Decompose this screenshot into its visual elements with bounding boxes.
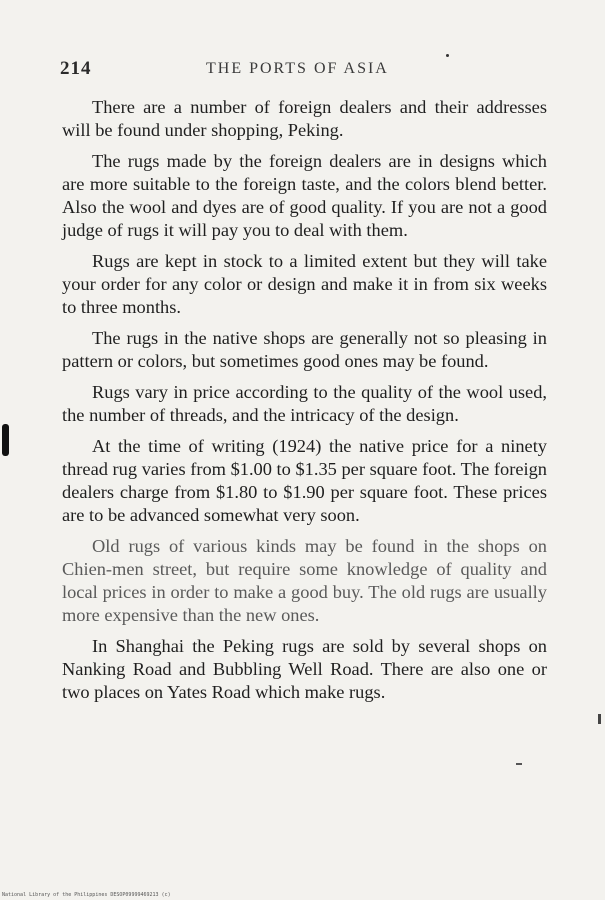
margin-ink-blot	[2, 424, 9, 456]
margin-mark	[598, 714, 601, 724]
print-speck	[446, 54, 449, 57]
scan-attribution: National Library of the Philippines DESOP09999469213 (c)	[2, 892, 171, 898]
paragraph-foreign-rugs: The rugs made by the foreign dealers are in designs which are more suitable to the foreign taste, and the colors blend better. Also the wool and dyes are of good quality. If you are not a good judge of rugs it will pay you to deal with them.	[62, 151, 547, 240]
paragraph-prices-1924: At the time of writing (1924) the native price for a ninety thread rug varies from $1.00 to $1.35 per square foot. The foreign dealers charge from $1.80 to $1.90 per square foot. These prices are to be advanced somewhat very soon.	[62, 436, 547, 525]
page-number: 214	[60, 58, 92, 79]
body-text	[62, 96, 547, 712]
paragraph-stock: Rugs are kept in stock to a limited extent but they will take your order for any color or design and make it in from six weeks to three months.	[62, 251, 547, 317]
paragraph-foreign-dealers: There are a number of foreign dealers and their addresses will be found under shopping, Peking.	[62, 97, 547, 140]
margin-dash	[516, 763, 522, 765]
paragraph-shanghai: In Shanghai the Peking rugs are sold by several shops on Nanking Road and Bubbling Well Road. There are also one or two places on Yates Road which make rugs.	[62, 636, 547, 702]
page-header	[60, 58, 560, 88]
paragraph-price-factors: Rugs vary in price according to the quality of the wool used, the number of threads, and the intricacy of the design.	[62, 382, 547, 425]
paragraph-native-shops: The rugs in the native shops are generally not so pleasing in pattern or colors, but sometimes good ones may be found.	[62, 328, 547, 371]
paragraph-old-rugs: Old rugs of various kinds may be found in the shops on Chien-men street, but require some knowledge of quality and local prices in order to make a good buy. The old rugs are usually more expensive than the new ones.	[62, 536, 547, 625]
running-head: THE PORTS OF ASIA	[206, 60, 389, 77]
